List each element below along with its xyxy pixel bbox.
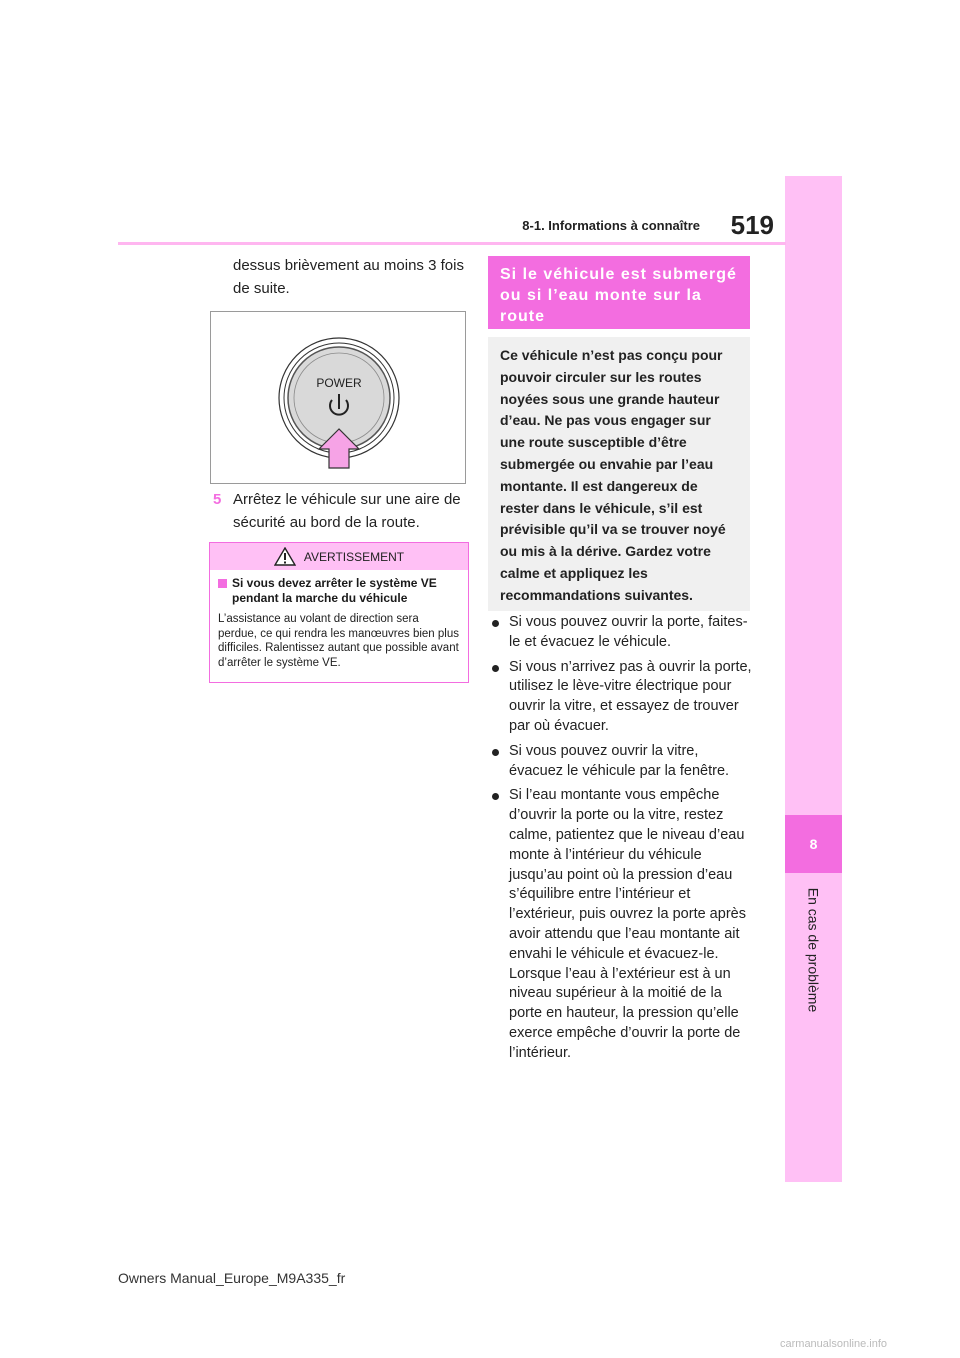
chapter-number: 8 <box>785 815 842 873</box>
page-number: 519 <box>730 210 774 240</box>
step-number: 5 <box>213 491 222 508</box>
warning-header <box>210 543 468 570</box>
list-item: Si vous n’arrivez pas à ouvrir la porte, utilisez le lève-vitre électrique pour ouvrir la vitre, et essayez de trouver par où évacuer. <box>492 658 754 737</box>
bullet-dot-icon <box>492 793 499 800</box>
step-text: Arrêtez le véhicule sur une aire de sécurité au bord de la route. <box>233 491 461 531</box>
list-item: Si vous pouvez ouvrir la vitre, évacuez le véhicule par la fenêtre. <box>492 742 754 782</box>
warning-title <box>218 576 460 606</box>
section-title: 8-1. Informations à connaître <box>522 218 700 233</box>
continued-text: dessus brièvement au moins 3 fois de suite. <box>233 257 464 297</box>
chapter-side-tab <box>785 176 842 1182</box>
power-button-figure <box>210 311 466 484</box>
list-item: Si l’eau montante vous empêche d’ouvrir la porte ou la vitre, restez calme, patientez que le niveau d’eau monte à l’intérieur du véhicule jusqu’au point où la pression d’eau s’équilibre entre l’intérieur et l’extérieur, puis ouvrez la porte après avoir attendu que l’eau montante ait envahi le véhicule et évacuez-le. Lorsque l’eau à l’extérieur est à un niveau supérieur à la moitié de la porte en hauteur, la pression qu’elle exerce empêche d’ouvrir la porte de l’intérieur. <box>492 786 754 1063</box>
warning-box <box>209 542 469 683</box>
header-rule <box>118 242 786 245</box>
step-5 <box>213 488 473 534</box>
warning-triangle-icon <box>274 547 296 566</box>
footer-text: Owners Manual_Europe_M9A335_fr <box>118 1270 346 1286</box>
chapter-label <box>785 885 842 1015</box>
submerged-notice: Ce véhicule n’est pas conçu pour pouvoir circuler sur les routes noyées sous une grande hauteur d’eau. Ne pas vous engager sur une route susceptible d’être submergée ou envahie par l’eau montante. Il est dangereux de rester dans le véhicule, s’il est prévisible qu’il va se trouver noyé ou mis à la dérive. Gardez votre calme et appliquez les recommandations suivantes. <box>488 337 750 611</box>
warning-heading: AVERTISSEMENT <box>303 549 405 564</box>
list-item: Si vous pouvez ouvrir la porte, faites-le et évacuez le véhicule. <box>492 613 754 653</box>
square-bullet-icon <box>218 579 227 588</box>
watermark: carmanualsonline.info <box>780 1338 888 1350</box>
power-button-label: POWER <box>316 376 362 390</box>
warning-title-text: Si vous devez arrêter le système VE pendant la marche du véhicule <box>232 576 437 605</box>
bullet-dot-icon <box>492 665 499 672</box>
submerged-section-heading: Si le véhicule est submergé ou si l’eau monte sur la route <box>488 256 750 329</box>
bullet-dot-icon <box>492 620 499 627</box>
bullet-dot-icon <box>492 749 499 756</box>
warning-body: L’assistance au volant de direction sera perdue, ce qui rendra les manœuvres bien plus difficiles. Ralentissez autant que possible avant d’arrêter le système VE. <box>218 613 459 669</box>
power-button-illustration <box>211 312 465 483</box>
submerged-instructions <box>492 613 754 1069</box>
chapter-label-text: En cas de problème <box>805 887 822 1013</box>
